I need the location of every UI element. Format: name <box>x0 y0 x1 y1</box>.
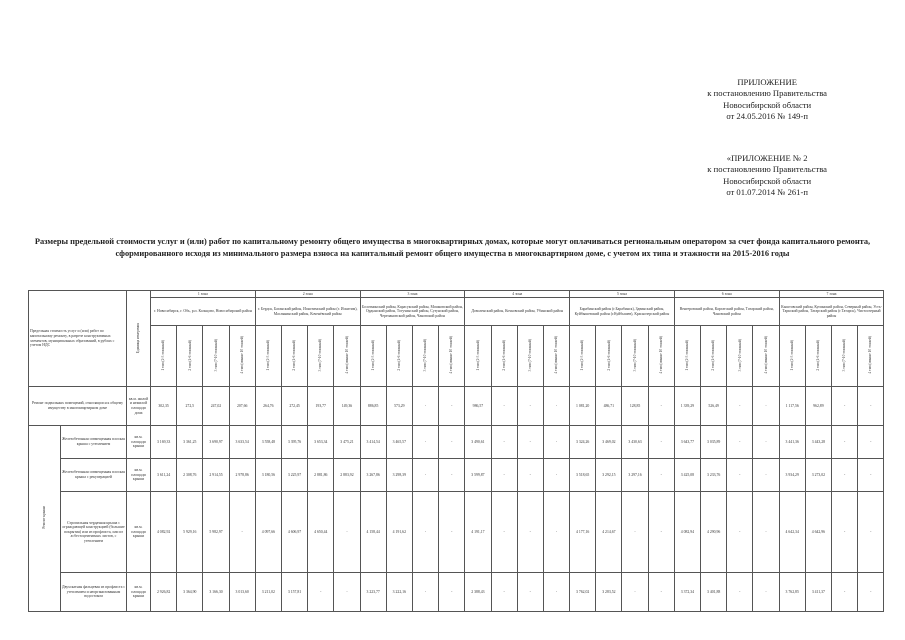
floor-type-header <box>727 326 753 387</box>
floor-type-header-text: 1 тип (2-3 этажный) <box>685 339 690 371</box>
price-cell: 3 035,89 <box>701 426 727 459</box>
price-cell: 4 214,67 <box>596 492 622 573</box>
price-cell: - <box>831 459 857 492</box>
floor-type-header <box>151 326 177 387</box>
appendix-line: к постановлению Правительства <box>707 88 827 99</box>
floor-type-header <box>517 326 543 387</box>
floor-type-header-text: 4 тип (свыше 10 этажей) <box>868 336 873 374</box>
floor-type-header <box>543 326 569 387</box>
appendix-line: от 01.07.2014 № 261-п <box>726 187 808 198</box>
price-cell: - <box>727 573 753 612</box>
price-cell: 3 225,97 <box>281 459 307 492</box>
floor-type-header-text: 4 тип (свыше 10 этажей) <box>763 336 768 374</box>
floor-type-header-text: 2 тип (4-6 этажный) <box>816 339 821 371</box>
price-cell: - <box>491 459 517 492</box>
floor-type-header <box>831 326 857 387</box>
table-row <box>29 459 884 492</box>
price-cell: - <box>753 459 779 492</box>
price-cell: 3 430,63 <box>622 426 648 459</box>
table-row <box>29 387 884 426</box>
price-cell: 3 361,25 <box>177 426 203 459</box>
price-cell: 3 401,88 <box>701 573 727 612</box>
price-cell: 573,29 <box>386 387 412 426</box>
price-cell: 3 414,54 <box>360 426 386 459</box>
price-cell: - <box>858 573 884 612</box>
floor-type-header-text: 2 тип (4-6 этажный) <box>711 339 716 371</box>
price-cell: - <box>648 387 674 426</box>
corner-header: Предельная стоимость услуг и (или) работ по капитальному ремонту, в разрезе конструктивных элементов, муниципальных образований, в рублях с учетом НДС <box>29 291 127 387</box>
price-cell: 3 292,15 <box>596 459 622 492</box>
price-cell: - <box>753 426 779 459</box>
price-cell: 2 308,76 <box>177 459 203 492</box>
group-label-text: Ремонт крыши <box>42 506 47 530</box>
zone-name: 4 зона <box>465 291 570 298</box>
unit-header <box>127 291 151 387</box>
price-cell: 247,02 <box>203 387 229 426</box>
price-cell: - <box>543 459 569 492</box>
zone-name-row <box>29 291 884 298</box>
floor-type-header <box>753 326 779 387</box>
floor-type-header-text: 1 тип (2-3 этажный) <box>475 339 480 371</box>
price-cell: - <box>858 387 884 426</box>
zone-name: 5 зона <box>570 291 675 298</box>
appendix-line: Новосибирской области <box>723 99 812 110</box>
price-cell: 3 180,56 <box>255 459 281 492</box>
price-cell: 526,49 <box>701 387 727 426</box>
row-label: Ремонт подвальных помещений, относящихся к общему имуществу в многоквартирном доме <box>29 387 127 426</box>
appendix-line: ПРИЛОЖЕНИЕ <box>737 77 797 87</box>
price-cell: 2 978,86 <box>229 459 255 492</box>
price-cell: - <box>439 573 465 612</box>
floor-type-header-text: 2 тип (4-6 этажный) <box>292 339 297 371</box>
price-cell: 207,66 <box>229 387 255 426</box>
price-cell: - <box>491 573 517 612</box>
price-cell: - <box>831 426 857 459</box>
floor-type-header <box>308 326 334 387</box>
price-cell: 3 653,34 <box>308 426 334 459</box>
price-cell: 4 642,34 <box>779 492 805 573</box>
table-row <box>29 426 884 459</box>
price-cell: 4 082,94 <box>674 492 700 573</box>
floor-type-header <box>439 326 465 387</box>
price-cell: - <box>412 387 438 426</box>
price-cell: 4 082,92 <box>151 492 177 573</box>
price-cell: - <box>491 387 517 426</box>
price-cell: - <box>543 426 569 459</box>
price-cell: - <box>334 492 360 573</box>
floor-type-header-text: 3 тип (7-10 этажный) <box>842 339 847 372</box>
price-cell: 3 643,77 <box>674 426 700 459</box>
price-cell: - <box>439 492 465 573</box>
floor-type-header-text: 4 тип (свыше 10 этажей) <box>239 336 244 374</box>
price-cell: 3 298,39 <box>386 459 412 492</box>
price-cell: 3 364,90 <box>177 573 203 612</box>
price-cell: - <box>622 492 648 573</box>
floor-type-header-text: 3 тип (7-10 этажный) <box>318 339 323 372</box>
price-cell: - <box>648 426 674 459</box>
price-cell: - <box>439 459 465 492</box>
price-cell: 272,45 <box>281 387 307 426</box>
appendix-line: «ПРИЛОЖЕНИЕ № 2 <box>726 153 808 163</box>
zone-areas: Доволенский район, Кочковский район, Убинский район <box>465 298 570 326</box>
price-cell: 3 611,24 <box>151 459 177 492</box>
price-cell: 3 211,02 <box>255 573 281 612</box>
price-cell: - <box>727 459 753 492</box>
price-cell: - <box>858 492 884 573</box>
price-cell: 3 297,16 <box>622 459 648 492</box>
price-cell: - <box>412 426 438 459</box>
price-cell: - <box>831 573 857 612</box>
price-cell: 2 881,86 <box>308 459 334 492</box>
price-cell: 3 273,02 <box>805 459 831 492</box>
floor-type-header <box>203 326 229 387</box>
row-unit: кв.м. площади крыши <box>127 573 151 612</box>
price-cell: 3 233,76 <box>701 459 727 492</box>
price-cell: - <box>622 573 648 612</box>
price-cell: 2 926,82 <box>151 573 177 612</box>
floor-type-header <box>858 326 884 387</box>
price-cell: 3 465,57 <box>386 426 412 459</box>
price-cell: 193,77 <box>308 387 334 426</box>
price-cell: - <box>831 492 857 573</box>
table-row <box>29 573 884 612</box>
row-unit: кв.м. площади крыши <box>127 492 151 573</box>
zone-areas: г. Бердск, Баганский район, Искитимский район (г. Искитим), Маслянинский район, Коченёвский район <box>255 298 360 326</box>
price-cell: 3 222,16 <box>386 573 412 612</box>
price-cell: 3 157,81 <box>281 573 307 612</box>
floor-type-header-text: 4 тип (свыше 10 этажей) <box>449 336 454 374</box>
price-cell: - <box>831 387 857 426</box>
price-cell: - <box>229 492 255 573</box>
floor-type-header-text: 2 тип (4-6 этажный) <box>397 339 402 371</box>
floor-type-header <box>779 326 805 387</box>
row-unit: кв.м. площади крыши <box>127 459 151 492</box>
price-cell: 3 372,34 <box>674 573 700 612</box>
zone-name: 7 зона <box>779 291 884 298</box>
price-cell: 4 177,16 <box>570 492 596 573</box>
floor-type-header-text: 3 тип (7-10 этажный) <box>632 339 637 372</box>
price-cell: 264,76 <box>255 387 281 426</box>
price-cell: - <box>412 459 438 492</box>
floor-type-header <box>674 326 700 387</box>
floor-type-header <box>622 326 648 387</box>
floor-type-header <box>570 326 596 387</box>
row-label: Двухскатная фальцевая из профлиста с утеплением и неорганизованным водостоком <box>61 573 127 612</box>
price-cell: 986,57 <box>465 387 491 426</box>
price-cell: 128,85 <box>622 387 648 426</box>
row-unit: кв.м. жилой и нежилой площади дома <box>127 387 151 426</box>
price-cell: 886,85 <box>360 387 386 426</box>
zone-areas: Кыштовский район, Купинский район, Северный район, Усть-Таркский район, Татарский район (г.Татарск), Чистоозерный район <box>779 298 884 326</box>
price-cell: 4 290,96 <box>701 492 727 573</box>
price-cell: 149,36 <box>334 387 360 426</box>
price-cell: 5 929,16 <box>177 492 203 573</box>
price-cell: - <box>543 492 569 573</box>
price-cell: 4 191,17 <box>465 492 491 573</box>
price-cell: - <box>491 426 517 459</box>
price-cell: 3 267,86 <box>360 459 386 492</box>
price-cell: - <box>412 492 438 573</box>
price-cell: 3 425,08 <box>674 459 700 492</box>
unit-header-text: Единица измерения <box>136 322 141 353</box>
price-cell: 3 441,36 <box>779 426 805 459</box>
price-cell: - <box>517 387 543 426</box>
price-cell: 4 642,96 <box>805 492 831 573</box>
row-label: Стропильная чердачная крыша с ограждающей конструкцией (большие покрытия) или из профлиста, или из асбестоцементных листов, с утеплением <box>61 492 127 573</box>
price-cell: 962,89 <box>805 387 831 426</box>
floor-type-header <box>255 326 281 387</box>
price-cell: - <box>439 426 465 459</box>
appendix-line: от 24.05.2016 № 149-п <box>726 111 808 122</box>
price-table <box>28 290 884 612</box>
price-cell: - <box>753 387 779 426</box>
price-cell: 3 223,77 <box>360 573 386 612</box>
price-cell: 3 762,02 <box>570 573 596 612</box>
price-cell: - <box>727 387 753 426</box>
price-cell: 4 650,44 <box>308 492 334 573</box>
document-title: Размеры предельной стоимости услуг и (или) работ по капитальному ремонту общего имущества в многоквартирных домах, которые могут оплачиваться региональным оператором за счет фонда капитального ремонта, сформированного исходя из минимального размера взноса на капитальный ремонт общего имущества в многоквартирном доме, с учетом их типа и этажности на 2015-2016 годы <box>34 237 871 258</box>
price-cell: 2 388,43 <box>465 573 491 612</box>
price-cell: 3 283,52 <box>596 573 622 612</box>
floor-type-header-text: 1 тип (2-3 этажный) <box>370 339 375 371</box>
price-cell: - <box>543 573 569 612</box>
price-cell: 3 633,54 <box>229 426 255 459</box>
price-cell: - <box>517 573 543 612</box>
floor-type-header <box>412 326 438 387</box>
price-cell: - <box>517 426 543 459</box>
price-cell: - <box>858 459 884 492</box>
appendix-line: к постановлению Правительства <box>707 164 827 175</box>
price-cell: 3 490,61 <box>465 426 491 459</box>
price-cell: 1 117,56 <box>779 387 805 426</box>
price-cell: 3 599,87 <box>465 459 491 492</box>
zone-areas: г. Новосибирск, г. Обь, р.п. Кольцово, Новосибирский район <box>151 298 256 326</box>
price-cell: 3 934,29 <box>779 459 805 492</box>
price-cell: 2 883,92 <box>334 459 360 492</box>
zone-name: 3 зона <box>360 291 465 298</box>
floor-type-header <box>701 326 727 387</box>
price-cell: 4 097,66 <box>255 492 281 573</box>
zone-name: 1 зона <box>151 291 256 298</box>
price-cell: - <box>491 492 517 573</box>
floor-type-header-text: 4 тип (свыше 10 этажей) <box>658 336 663 374</box>
price-cell: 272,5 <box>177 387 203 426</box>
floor-type-header <box>648 326 674 387</box>
floor-type-header <box>805 326 831 387</box>
price-cell: 4 191,62 <box>386 492 412 573</box>
row-label: Железобетонная совмещенная плоская крыша с утеплением <box>61 426 127 459</box>
zone-areas: Венгеровский район, Каргатский район, Татарский район, Чановский район <box>674 298 779 326</box>
price-cell: 3 166,30 <box>203 573 229 612</box>
floor-type-header-text: 3 тип (7-10 этажный) <box>213 339 218 372</box>
floor-type-header <box>177 326 203 387</box>
floor-type-header-text: 4 тип (свыше 10 этажей) <box>344 336 349 374</box>
price-cell: - <box>753 573 779 612</box>
floor-type-header <box>229 326 255 387</box>
price-cell: 5 982,97 <box>203 492 229 573</box>
price-cell: - <box>727 426 753 459</box>
price-cell: 486,71 <box>596 387 622 426</box>
original-appendix-header <box>707 153 827 199</box>
price-cell: 3 324,26 <box>570 426 596 459</box>
floor-type-header-text: 4 тип (свыше 10 этажей) <box>554 336 559 374</box>
price-cell: 3 762,85 <box>779 573 805 612</box>
price-cell: - <box>648 492 674 573</box>
price-cell: - <box>334 573 360 612</box>
price-cell: - <box>858 426 884 459</box>
price-cell: 4 158,44 <box>360 492 386 573</box>
price-cell: 3 469,02 <box>596 426 622 459</box>
floor-type-header-text: 2 тип (4-6 этажный) <box>606 339 611 371</box>
zone-areas: Барабинский район (г.Барабинск), Здвинский район, Куйбышевский район (г.Куйбышев), Краснозерский район <box>570 298 675 326</box>
appendix-line: Новосибирской области <box>723 175 812 186</box>
zone-areas: Болотнинский район, Карасукский район, Мошковский район, Ордынский район, Тогучинский район, Сузунский район, Черепановский район, Чановский район <box>360 298 465 326</box>
price-cell: 3 518,65 <box>570 459 596 492</box>
price-cell: - <box>727 492 753 573</box>
floor-type-header <box>386 326 412 387</box>
price-cell: - <box>308 573 334 612</box>
zone-areas-row <box>29 298 884 326</box>
zone-name: 6 зона <box>674 291 779 298</box>
price-cell: - <box>753 492 779 573</box>
row-label: Железобетонная совмещенная плоская крыша с рекуперацией <box>61 459 127 492</box>
price-cell: 4 606,97 <box>281 492 307 573</box>
price-cell: 1 339,29 <box>674 387 700 426</box>
appendix-header <box>707 77 827 123</box>
floor-type-header-text: 1 тип (2-3 этажный) <box>266 339 271 371</box>
floor-type-header-text: 3 тип (7-10 этажный) <box>737 339 742 372</box>
price-cell: 3 558,48 <box>255 426 281 459</box>
floor-type-header <box>334 326 360 387</box>
floor-type-header-text: 2 тип (4-6 этажный) <box>187 339 192 371</box>
floor-type-header-text: 3 тип (7-10 этажный) <box>423 339 428 372</box>
price-cell: - <box>543 387 569 426</box>
floor-type-header-text: 1 тип (2-3 этажный) <box>580 339 585 371</box>
price-cell: - <box>439 387 465 426</box>
row-unit: кв.м. площади крыши <box>127 426 151 459</box>
price-cell: 3 690,97 <box>203 426 229 459</box>
price-cell: 3 411,37 <box>805 573 831 612</box>
price-cell: 3 443,28 <box>805 426 831 459</box>
zone-name: 2 зона <box>255 291 360 298</box>
price-cell: 2 914,55 <box>203 459 229 492</box>
price-cell: 3 013,60 <box>229 573 255 612</box>
floor-type-header-text: 2 тип (4-6 этажный) <box>501 339 506 371</box>
price-cell: - <box>517 492 543 573</box>
price-cell: 302,35 <box>151 387 177 426</box>
floor-type-header-text: 3 тип (7-10 этажный) <box>527 339 532 372</box>
table-row <box>29 492 884 573</box>
floor-type-header <box>491 326 517 387</box>
floor-type-header <box>596 326 622 387</box>
price-cell: 3 395,76 <box>281 426 307 459</box>
group-label <box>29 426 61 612</box>
floor-type-row <box>29 326 884 387</box>
price-cell: - <box>412 573 438 612</box>
price-cell: - <box>648 459 674 492</box>
floor-type-header <box>465 326 491 387</box>
floor-type-header <box>281 326 307 387</box>
floor-type-header-text: 1 тип (2-3 этажный) <box>789 339 794 371</box>
price-cell: 3 475,21 <box>334 426 360 459</box>
price-cell: 3 169,33 <box>151 426 177 459</box>
floor-type-header <box>360 326 386 387</box>
price-cell: - <box>517 459 543 492</box>
price-cell: 1 081,20 <box>570 387 596 426</box>
price-cell: - <box>648 573 674 612</box>
floor-type-header-text: 1 тип (2-3 этажный) <box>161 339 166 371</box>
